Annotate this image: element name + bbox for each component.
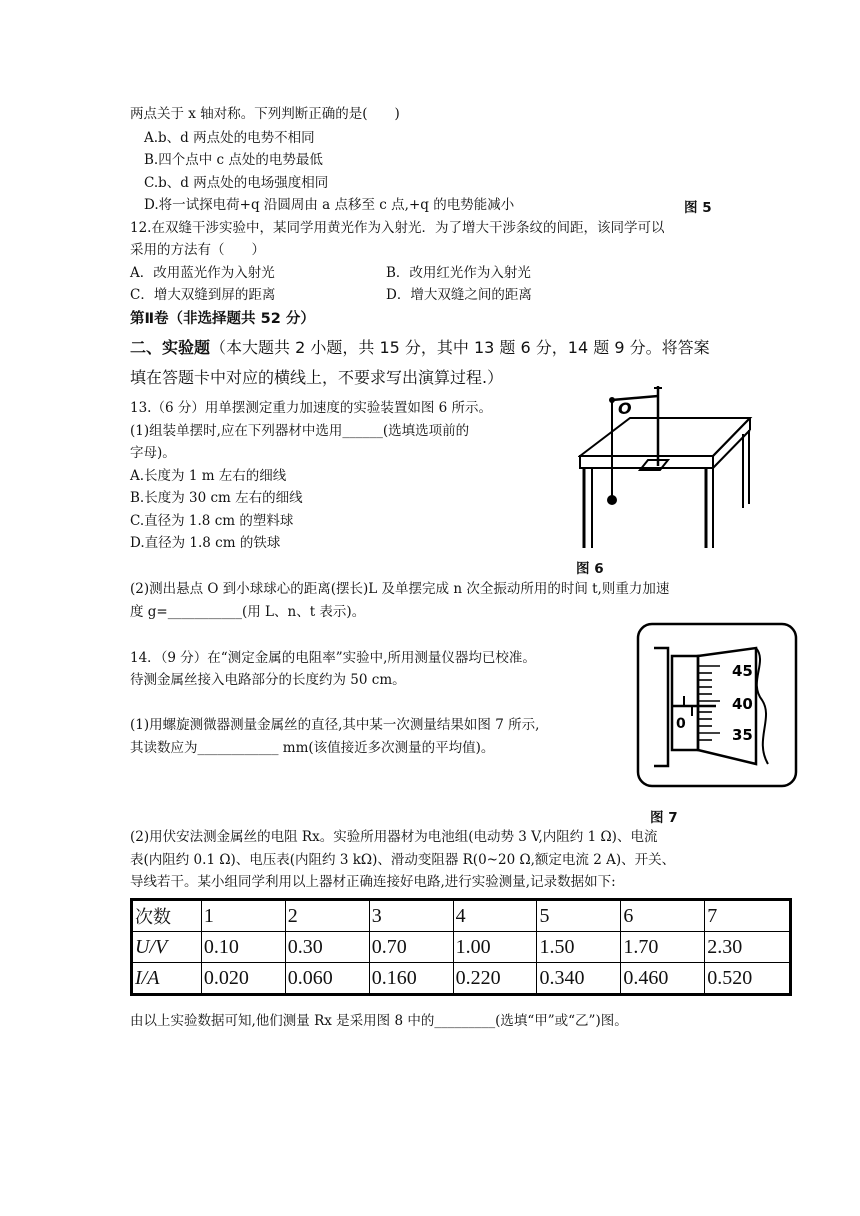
table-cell: 0.020 (201, 963, 285, 995)
q12-stem: 12.在双缝干涉实验中，某同学用黄光作为入射光．为了增大干涉条纹的间距，该同学可以 (130, 220, 665, 236)
sleeve-label-0: 0 (676, 716, 686, 732)
section-label: 二、实验题 (130, 338, 211, 357)
table-header-cell: 次数 (132, 900, 202, 932)
q12-option-c: C．增大双缝到屏的距离 (130, 287, 276, 303)
table-cell: 1.50 (537, 932, 621, 963)
q14-sub3: 由以上实验数据可知,他们测量 Rx 是采用图 8 中的_________(选填“甲”或“乙”)图。 (130, 1013, 628, 1029)
measurement-table (130, 898, 792, 996)
q11-stem-tail: 两点关于 x 轴对称。下列判断正确的是( ) (130, 106, 400, 122)
q12-option-a: A．改用蓝光作为入射光 (130, 265, 275, 281)
figure-5-caption: 图 5 (684, 200, 712, 216)
table-header-cell: 2 (285, 900, 369, 932)
q13-stem: 13.（6 分）用单摆测定重力加速度的实验装置如图 6 所示。 (130, 400, 493, 416)
q13-option-a: A.长度为 1 m 左右的细线 (130, 468, 287, 484)
table-cell: 0.30 (285, 932, 369, 963)
q13-option-c: C.直径为 1.8 cm 的塑料球 (130, 513, 294, 529)
q14-sub1: (1)用螺旋测微器测量金属丝的直径,其中某一次测量结果如图 7 所示, (130, 717, 540, 733)
figure-7-caption: 图 7 (650, 810, 678, 826)
part2-title: 第Ⅱ卷（非选择题共 52 分） (130, 311, 315, 327)
q14-sub2-cont: 表(内阻约 0.1 Ω)、电压表(内阻约 3 kΩ)、滑动变阻器 R(0~20 Ω,额定电流 2 A)、开关、 (130, 852, 676, 868)
q14-stem: 14．（9 分）在“测定金属的电阻率”实验中,所用测量仪器均已校准。 (130, 650, 536, 666)
table-cell: 0.220 (453, 963, 537, 995)
part2-section-heading (130, 338, 710, 358)
table-cell: 0.160 (369, 963, 453, 995)
q14-sub2: (2)用伏安法测金属丝的电阻 Rx。实验所用器材为电池组(电动势 3 V,内阻约 1 Ω)、电流 (130, 829, 658, 845)
q13-sub2: (2)测出悬点 O 到小球球心的距离(摆长)L 及单摆完成 n 次全振动所用的时间 t,则重力加速 (130, 581, 670, 597)
figure-6-pendulum (578, 378, 753, 550)
thimble-label-35: 35 (732, 726, 753, 744)
q11-option-c: C.b、d 两点处的电场强度相同 (144, 175, 329, 191)
section-desc: （本大题共 2 小题，共 15 分，其中 13 题 6 分，14 题 9 分。将答案 (210, 338, 710, 357)
table-header-cell: 1 (201, 900, 285, 932)
table-cell: 0.520 (705, 963, 791, 995)
table-cell: U/V (132, 932, 202, 963)
q14-stem-cont: 待测金属丝接入电路部分的长度约为 50 cm。 (130, 672, 406, 688)
thimble-label-40: 40 (732, 695, 753, 713)
table-header-cell: 3 (369, 900, 453, 932)
q11-option-d: D.将一试探电荷+q 沿圆周由 a 点移至 c 点,+q 的电势能减小 (144, 197, 515, 213)
figure-6-caption: 图 6 (576, 561, 604, 577)
q13-sub2-cont: 度 g=___________(用 L、n、t 表示)。 (130, 604, 366, 620)
section-desc-cont: 填在答题卡中对应的横线上，不要求写出演算过程.） (130, 368, 504, 387)
table-cell: 0.060 (285, 963, 369, 995)
q11-option-b: B.四个点中 c 点处的电势最低 (144, 152, 323, 168)
table-cell: 2.30 (705, 932, 791, 963)
q12-stem-cont: 采用的方法有（ ） (130, 242, 265, 258)
table-header-row (132, 900, 791, 932)
table-cell: 0.460 (621, 963, 705, 995)
figure-7-micrometer (636, 622, 798, 788)
q13-sub1: (1)组装单摆时,应在下列器材中选用______(选填选项前的 (130, 423, 470, 439)
q13-option-b: B.长度为 30 cm 左右的细线 (130, 490, 303, 506)
table-cell: 0.70 (369, 932, 453, 963)
table-cell: 0.340 (537, 963, 621, 995)
q11-option-a: A.b、d 两点处的电势不相同 (144, 130, 315, 146)
table-row-current (132, 963, 791, 995)
q13-option-d: D.直径为 1.8 cm 的铁球 (130, 535, 281, 551)
q12-option-b: B．改用红光作为入射光 (386, 265, 531, 281)
table-header-cell: 5 (537, 900, 621, 932)
table-header-cell: 7 (705, 900, 791, 932)
q12-option-d: D．增大双缝之间的距离 (386, 287, 532, 303)
thimble-label-45: 45 (732, 662, 753, 680)
q14-sub1-cont: 其读数应为____________ mm(该值接近多次测量的平均值)。 (130, 740, 495, 756)
table-header-cell: 6 (621, 900, 705, 932)
table-cell: 1.70 (621, 932, 705, 963)
table-cell: 0.10 (201, 932, 285, 963)
table-cell: 1.00 (453, 932, 537, 963)
table-row-voltage (132, 932, 791, 963)
q13-sub1-cont: 字母)。 (130, 445, 176, 461)
table-cell: I/A (132, 963, 202, 995)
figure-6-o-label: O (618, 399, 632, 418)
q14-sub2-cont2: 导线若干。某小组同学利用以上器材正确连接好电路,进行实验测量,记录数据如下: (130, 874, 616, 890)
table-header-cell: 4 (453, 900, 537, 932)
